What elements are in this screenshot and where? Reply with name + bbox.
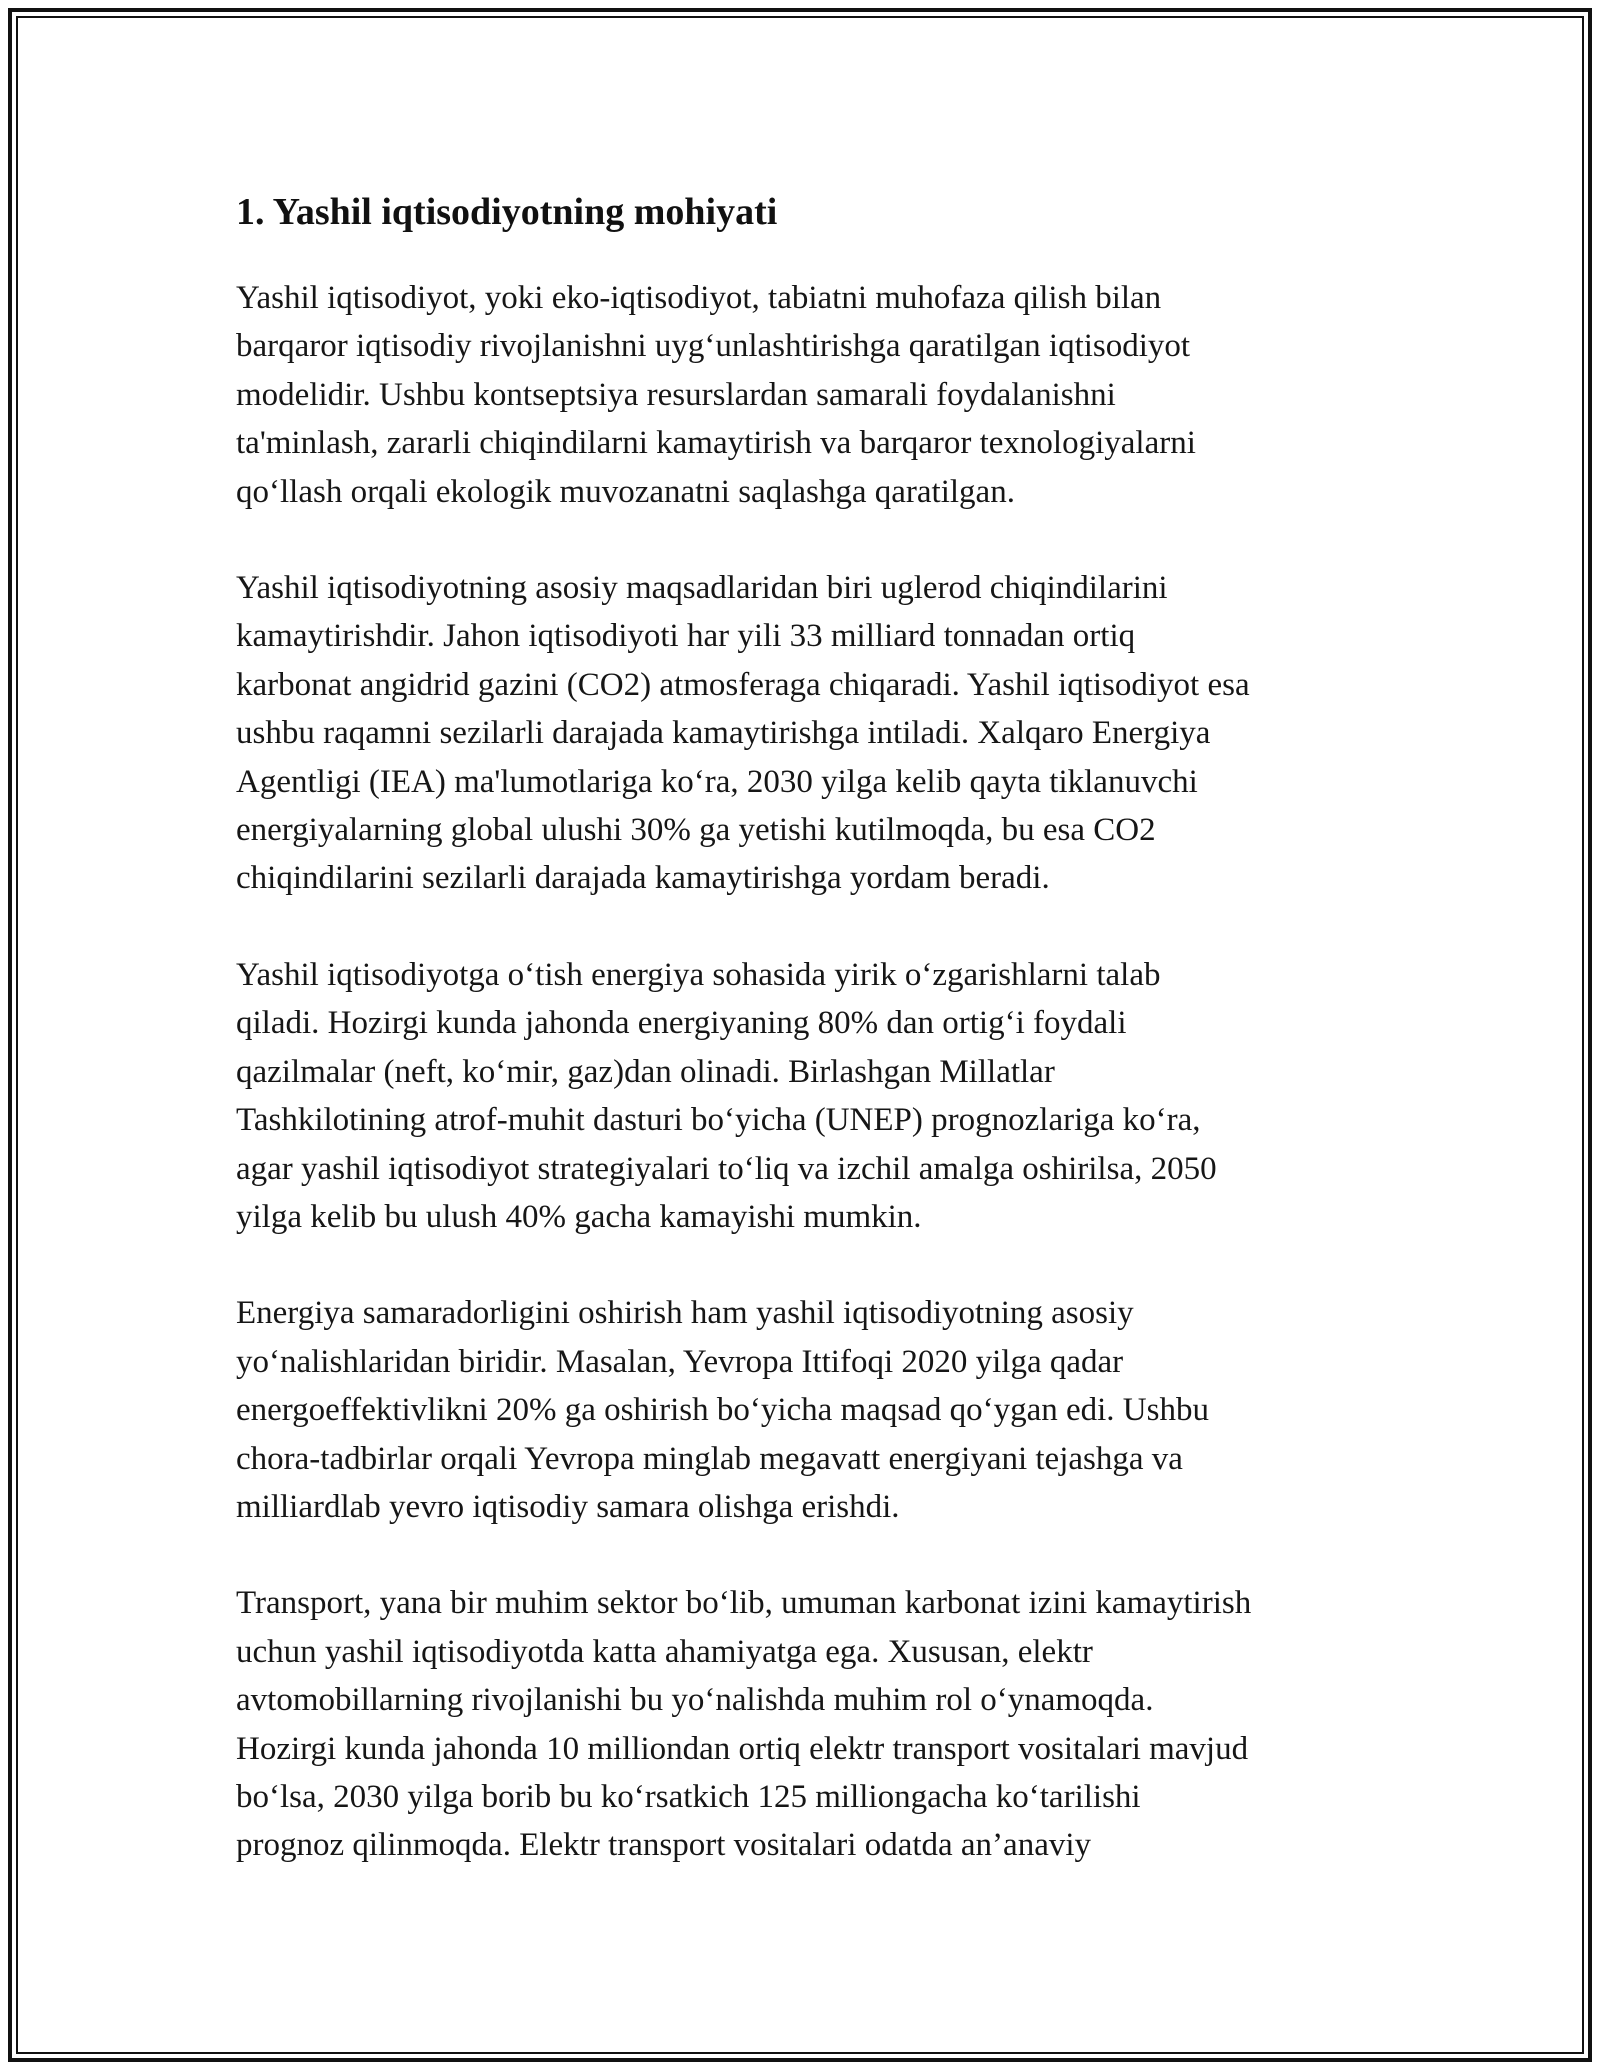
paragraph-line: uchun yashil iqtisodiyotda katta ahamiyatga ega. Xususan, elektr [236, 1633, 1093, 1670]
section-heading: 1. Yashil iqtisodiyotning mohiyati [236, 191, 778, 233]
paragraph-line: energiyalarning global ulushi 30% ga yetishi kutilmoqda, bu esa CO2 [236, 812, 1156, 849]
paragraph-line: Yashil iqtisodiyotga o‘tish energiya sohasida yirik o‘zgarishlarni talab [236, 956, 1161, 993]
paragraph-line: prognoz qilinmoqda. Elektr transport vositalari odatda an’anaviy [236, 1827, 1092, 1864]
paragraph-line: kamaytirishdir. Jahon iqtisodiyoti har yili 33 milliard tonnadan ortiq [236, 618, 1136, 655]
paragraph-1 [236, 274, 1376, 516]
paragraph-line: ushbu raqamni sezilarli darajada kamaytirishga intiladi. Xalqaro Energiya [236, 715, 1211, 752]
paragraph-3 [236, 951, 1376, 1241]
paragraph-line: Yashil iqtisodiyot, yoki eko-iqtisodiyot, tabiatni muhofaza qilish bilan [236, 280, 1162, 316]
paragraph-2 [236, 564, 1376, 903]
paragraph-5 [236, 1579, 1376, 1869]
paragraph-line: yilga kelib bu ulush 40% gacha kamayishi mumkin. [236, 1198, 922, 1235]
paragraph-line: qo‘llash orqali ekologik muvozanatni saqlashga qaratilgan. [236, 473, 1015, 510]
paragraph-line: Agentligi (IEA) ma'lumotlariga ko‘ra, 2030 yilga kelib qayta tiklanuvchi [236, 763, 1198, 800]
document-body [236, 186, 1376, 1918]
paragraph-line: qiladi. Hozirgi kunda jahonda energiyaning 80% dan ortig‘i foydali [236, 1005, 1127, 1042]
paragraph-line: qazilmalar (neft, ko‘mir, gaz)dan olinadi. Birlashgan Millatlar [236, 1053, 1055, 1090]
paragraph-line: Energiya samaradorligini oshirish ham yashil iqtisodiyotning asosiy [236, 1295, 1134, 1332]
paragraph-line: Hozirgi kunda jahonda 10 milliondan ortiq elektr transport vositalari mavjud [236, 1730, 1249, 1767]
paragraph-line: Transport, yana bir muhim sektor bo‘lib, umuman karbonat izini kamaytirish [236, 1585, 1252, 1622]
paragraph-line: chora-tadbirlar orqali Yevropa minglab megavatt energiyani tejashga va [236, 1440, 1183, 1477]
paragraph-line: chiqindilarini sezilarli darajada kamaytirishga yordam beradi. [236, 860, 1050, 897]
paragraph-line: agar yashil iqtisodiyot strategiyalari to‘liq va izchil amalga oshirilsa, 2050 [236, 1150, 1217, 1187]
paragraph-line: yo‘nalishlaridan biridir. Masalan, Yevropa Ittifoqi 2020 yilga qadar [236, 1343, 1124, 1380]
paragraph-line: ta'minlash, zararli chiqindilarni kamaytirish va barqaror texnologiyalarni [236, 425, 1196, 462]
paragraph-line: milliardlab yevro iqtisodiy samara olishga erishdi. [236, 1488, 900, 1525]
paragraph-line: Tashkilotining atrof-muhit dasturi bo‘yicha (UNEP) prognozlariga ko‘ra, [236, 1102, 1201, 1139]
paragraph-line: modelidir. Ushbu kontseptsiya resurslardan samarali foydalanishni [236, 376, 1116, 413]
paragraph-4 [236, 1289, 1376, 1531]
paragraph-line: karbonat angidrid gazini (CO2) atmosferaga chiqaradi. Yashil iqtisodiyot esa [236, 666, 1250, 703]
paragraph-line: avtomobillarning rivojlanishi bu yo‘nalishda muhim rol o‘ynamoqda. [236, 1682, 1154, 1719]
paragraph-line: energoeffektivlikni 20% ga oshirish bo‘yicha maqsad qo‘ygan edi. Ushbu [236, 1392, 1209, 1429]
paragraph-line: bo‘lsa, 2030 yilga borib bu ko‘rsatkich 125 milliongacha ko‘tarilishi [236, 1778, 1141, 1815]
paragraph-line: Yashil iqtisodiyotning asosiy maqsadlaridan biri uglerod chiqindilarini [236, 570, 1168, 607]
paragraph-line: barqaror iqtisodiy rivojlanishni uyg‘unlashtirishga qaratilgan iqtisodiyot [236, 328, 1191, 365]
